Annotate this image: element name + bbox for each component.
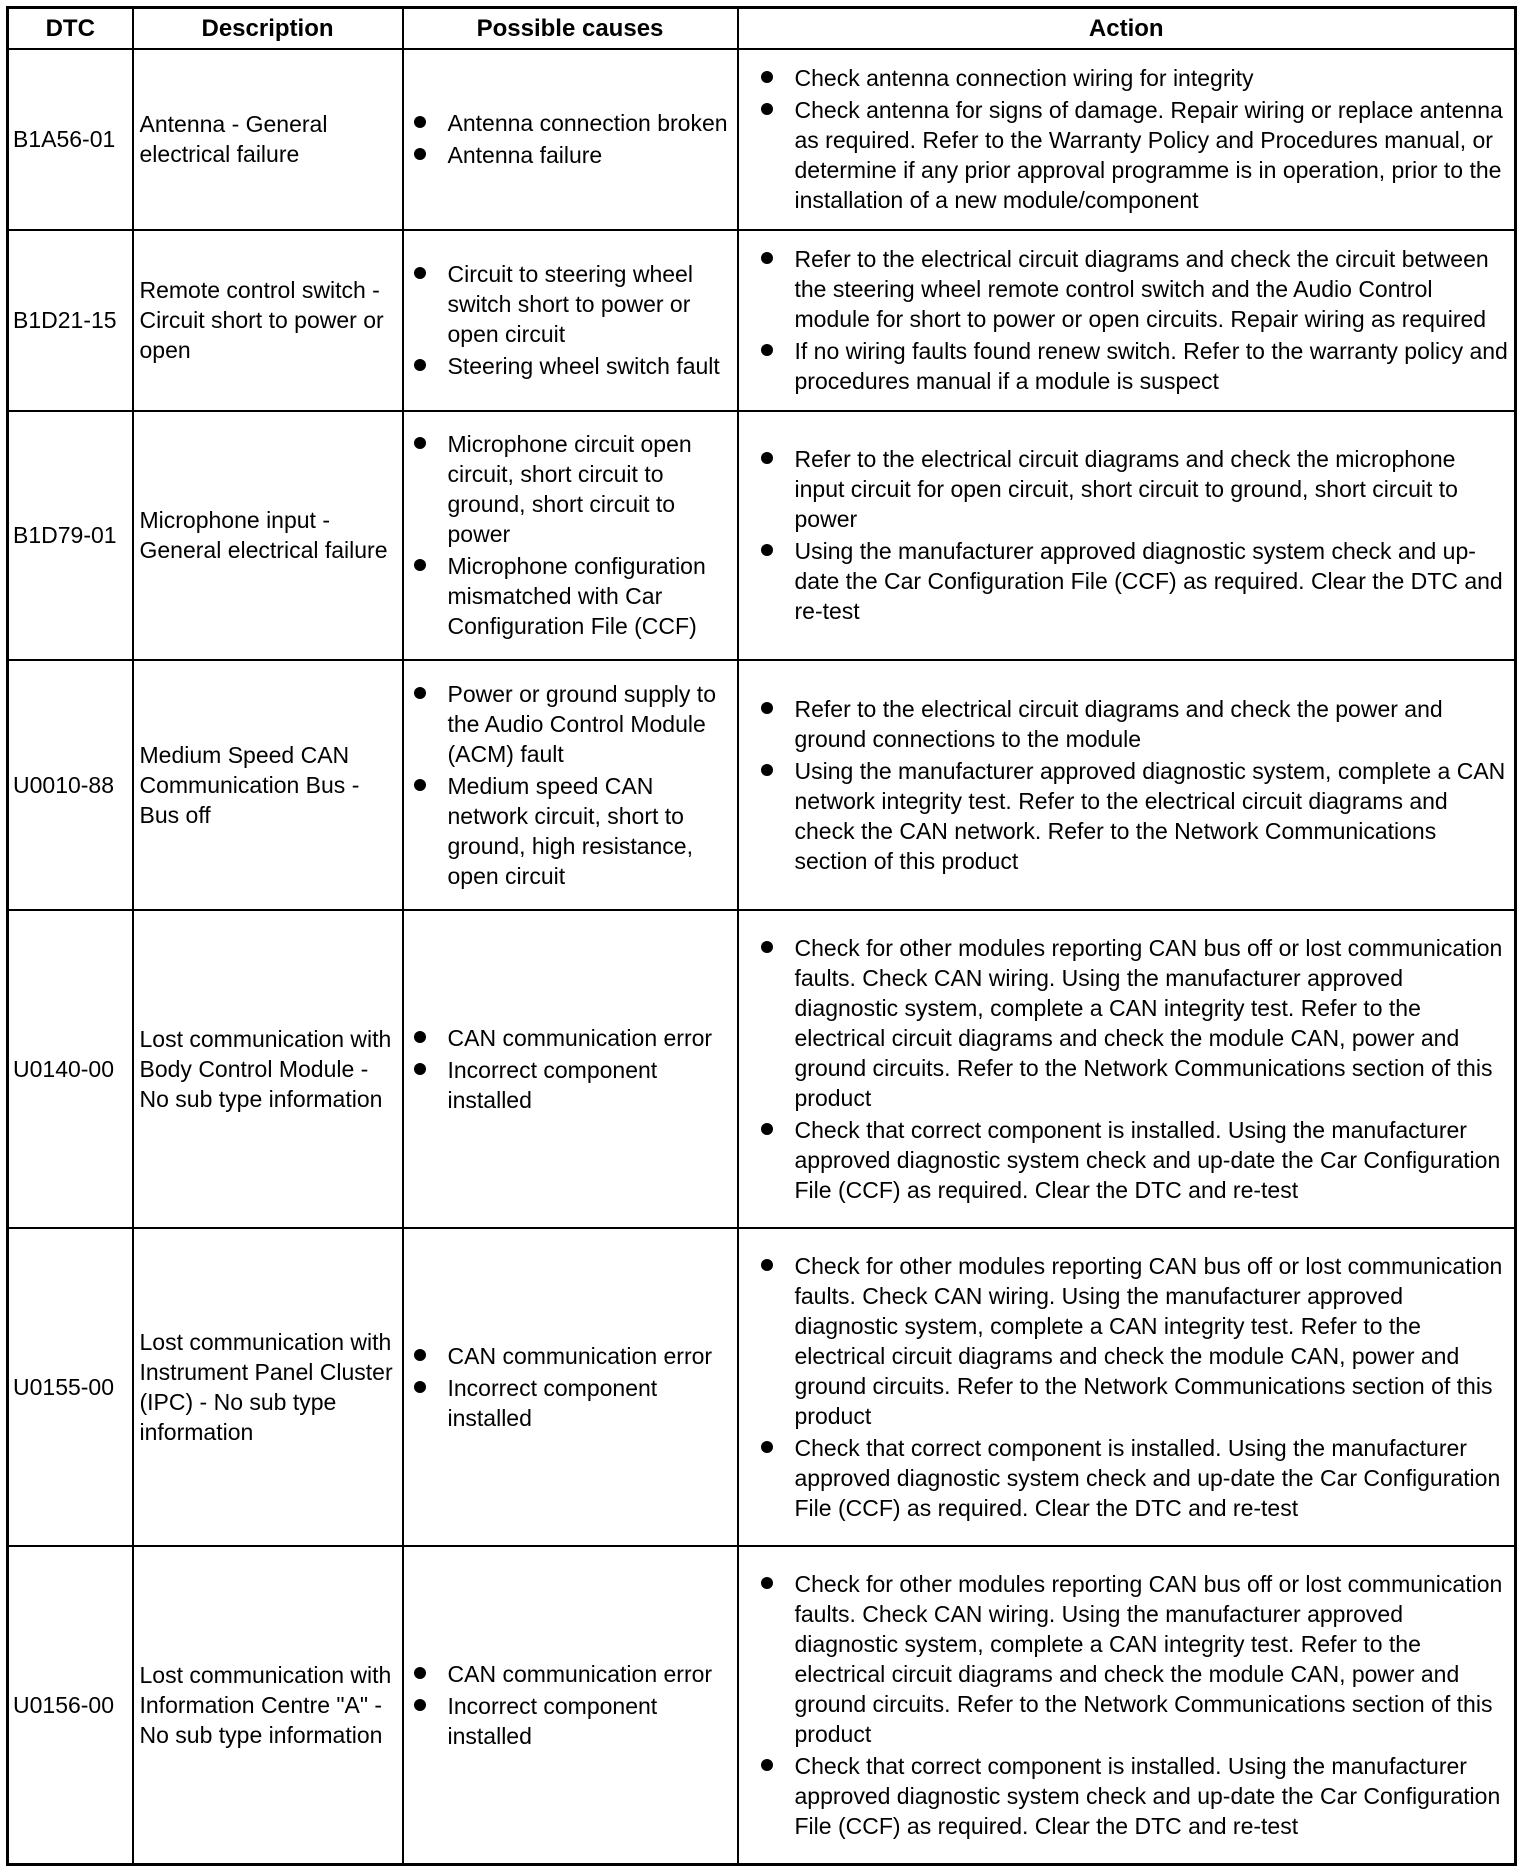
dtc-code: B1D21-15	[8, 230, 133, 411]
dtc-code: U0156-00	[8, 1546, 133, 1865]
action-item: Refer to the electrical circuit diagrams and check the microphone input circuit for open circuit, short circuit to ground, short circuit to power	[761, 444, 1511, 534]
table-row	[8, 1546, 1516, 1865]
dtc-description: Microphone input - General electrical failure	[133, 411, 403, 660]
action-item: Check that correct component is installed. Using the manufacturer approved diagnostic system check and up-date the Car Configuration File (CCF) as required. Clear the DTC and re-test	[761, 1751, 1511, 1841]
possible-cause-item: Antenna connection broken	[414, 108, 731, 138]
table-row	[8, 1228, 1516, 1546]
table-row	[8, 230, 1516, 411]
table-row	[8, 910, 1516, 1228]
table-header-row	[8, 8, 1516, 50]
action-item: Refer to the electrical circuit diagrams and check the circuit between the steering wheel remote control switch and the Audio Control module for short to power or open circuits. Repair wiring as required	[761, 244, 1511, 334]
possible-causes-cell	[403, 660, 738, 909]
possible-cause-item: Microphone circuit open circuit, short circuit to ground, short circuit to power	[414, 429, 731, 549]
table-row	[8, 49, 1516, 230]
action-item: Check for other modules reporting CAN bus off or lost communication faults. Check CAN wiring. Using the manufacturer approved diagnostic system, complete a CAN integrity test. Refer to the electrical circuit diagrams and check the module CAN, power and ground circuits. Refer to the Network Communications section of this product	[761, 1569, 1511, 1749]
dtc-table	[6, 6, 1517, 1866]
action-item: Check for other modules reporting CAN bus off or lost communication faults. Check CAN wiring. Using the manufacturer approved diagnostic system, complete a CAN integrity test. Refer to the electrical circuit diagrams and check the module CAN, power and ground circuits. Refer to the Network Communications section of this product	[761, 933, 1511, 1113]
header-possible-causes: Possible causes	[403, 8, 738, 50]
dtc-description: Medium Speed CAN Communication Bus - Bus off	[133, 660, 403, 909]
action-item: Check antenna connection wiring for integrity	[761, 63, 1511, 93]
possible-cause-item: Medium speed CAN network circuit, short to ground, high resistance, open circuit	[414, 771, 731, 891]
dtc-description: Antenna - General electrical failure	[133, 49, 403, 230]
action-cell	[738, 1228, 1516, 1546]
action-cell	[738, 411, 1516, 660]
table-body	[8, 49, 1516, 1865]
possible-cause-item: Incorrect component installed	[414, 1691, 731, 1751]
action-item: Check that correct component is installed. Using the manufacturer approved diagnostic system check and up-date the Car Configuration File (CCF) as required. Clear the DTC and re-test	[761, 1115, 1511, 1205]
action-item: Check that correct component is installed. Using the manufacturer approved diagnostic system check and up-date the Car Configuration File (CCF) as required. Clear the DTC and re-test	[761, 1433, 1511, 1523]
table-row	[8, 660, 1516, 909]
action-item: Using the manufacturer approved diagnostic system check and up-date the Car Configuration File (CCF) as required. Clear the DTC and re-test	[761, 536, 1511, 626]
possible-cause-item: CAN communication error	[414, 1023, 731, 1053]
action-cell	[738, 910, 1516, 1228]
possible-causes-cell	[403, 910, 738, 1228]
header-dtc: DTC	[8, 8, 133, 50]
dtc-code: B1A56-01	[8, 49, 133, 230]
possible-cause-item: Incorrect component installed	[414, 1373, 731, 1433]
possible-causes-cell	[403, 1546, 738, 1865]
dtc-code: U0140-00	[8, 910, 133, 1228]
dtc-code: B1D79-01	[8, 411, 133, 660]
table-row	[8, 411, 1516, 660]
action-item: Using the manufacturer approved diagnostic system, complete a CAN network integrity test. Refer to the electrical circuit diagrams and check the CAN network. Refer to the Network Communications section of this product	[761, 756, 1511, 876]
dtc-description: Remote control switch - Circuit short to power or open	[133, 230, 403, 411]
dtc-description: Lost communication with Body Control Module - No sub type information	[133, 910, 403, 1228]
header-action: Action	[738, 8, 1516, 50]
possible-causes-cell	[403, 411, 738, 660]
action-item: Check antenna for signs of damage. Repair wiring or replace antenna as required. Refer to the Warranty Policy and Procedures manual, or determine if any prior approval programme is in operation, prior to the installation of a new module/component	[761, 95, 1511, 215]
action-cell	[738, 1546, 1516, 1865]
dtc-code: U0010-88	[8, 660, 133, 909]
possible-cause-item: Microphone configuration mismatched with Car Configuration File (CCF)	[414, 551, 731, 641]
possible-causes-cell	[403, 49, 738, 230]
possible-cause-item: Steering wheel switch fault	[414, 351, 731, 381]
action-item: Refer to the electrical circuit diagrams and check the power and ground connections to the module	[761, 694, 1511, 754]
possible-cause-item: Circuit to steering wheel switch short to power or open circuit	[414, 259, 731, 349]
dtc-description: Lost communication with Information Centre "A" - No sub type information	[133, 1546, 403, 1865]
possible-causes-cell	[403, 230, 738, 411]
action-cell	[738, 49, 1516, 230]
possible-causes-cell	[403, 1228, 738, 1546]
action-cell	[738, 230, 1516, 411]
possible-cause-item: Antenna failure	[414, 140, 731, 170]
action-item: If no wiring faults found renew switch. Refer to the warranty policy and procedures manual if a module is suspect	[761, 336, 1511, 396]
possible-cause-item: Power or ground supply to the Audio Control Module (ACM) fault	[414, 679, 731, 769]
possible-cause-item: CAN communication error	[414, 1659, 731, 1689]
action-cell	[738, 660, 1516, 909]
dtc-description: Lost communication with Instrument Panel Cluster (IPC) - No sub type information	[133, 1228, 403, 1546]
possible-cause-item: CAN communication error	[414, 1341, 731, 1371]
header-description: Description	[133, 8, 403, 50]
possible-cause-item: Incorrect component installed	[414, 1055, 731, 1115]
dtc-code: U0155-00	[8, 1228, 133, 1546]
action-item: Check for other modules reporting CAN bus off or lost communication faults. Check CAN wiring. Using the manufacturer approved diagnostic system, complete a CAN integrity test. Refer to the electrical circuit diagrams and check the module CAN, power and ground circuits. Refer to the Network Communications section of this product	[761, 1251, 1511, 1431]
